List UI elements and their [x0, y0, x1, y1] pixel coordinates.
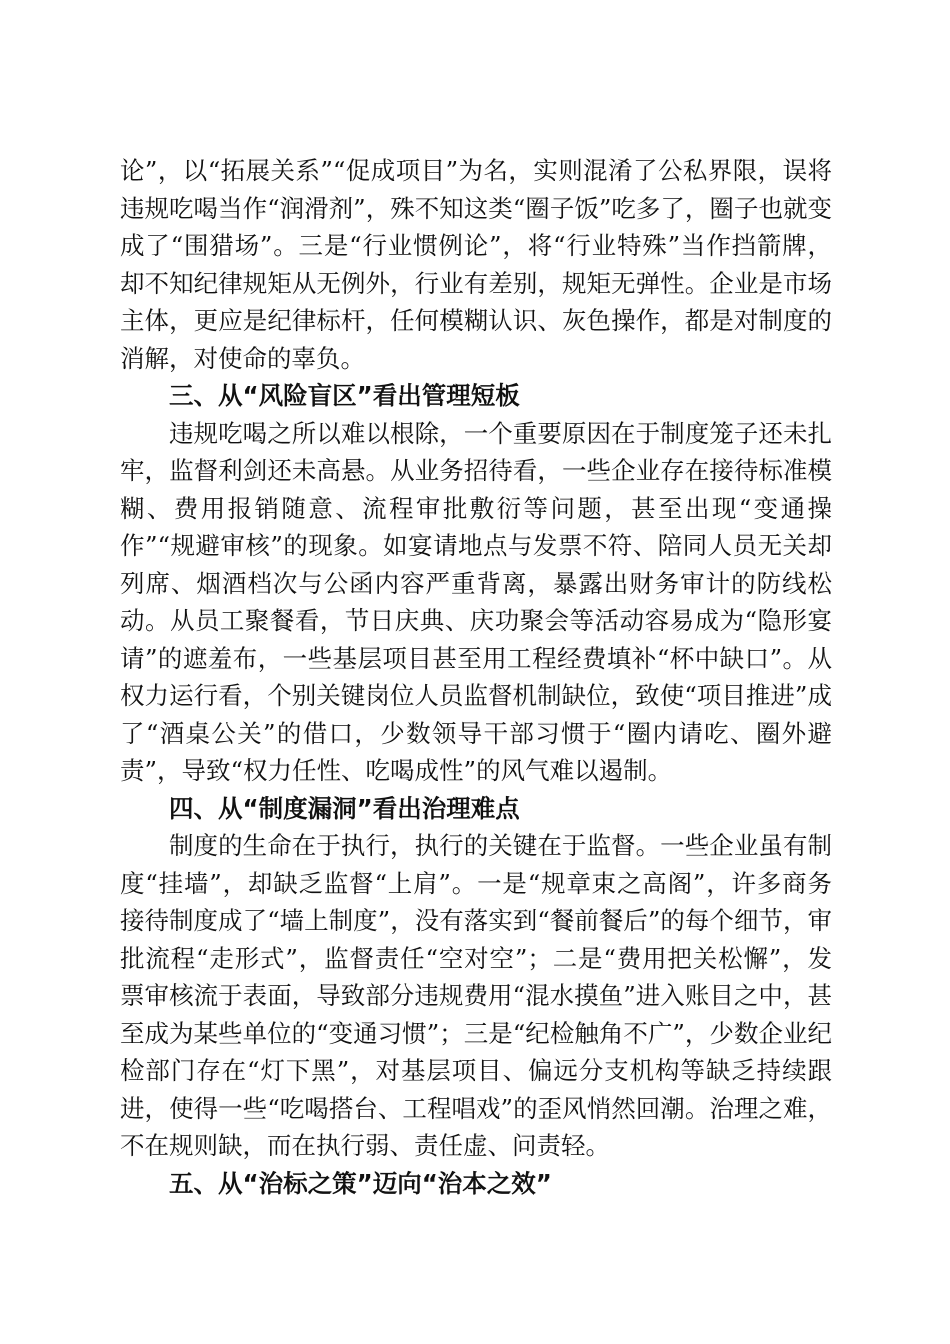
section-heading-4: 四、从“制度漏洞”看出治理难点	[169, 793, 520, 823]
section-heading-5: 五、从“治标之策”迈向“治本之效”	[169, 1168, 552, 1198]
document-body	[120, 152, 832, 1202]
section-heading-3: 三、从“风险盲区”看出管理短板	[169, 381, 520, 410]
paragraph-section-3: 违规吃喝之所以难以根除，一个重要原因在于制度笼子还未扎牢，监督利剑还未高悬。从业务招待看，一些企业存在接待标准模糊、费用报销随意、流程审批敷衍等问题，甚至出现“变通操作”“规避审核”的现象。如宴请地点与发票不符、陪同人员无关却列席、烟酒档次与公函内容严重背离，暴露出财务审计的防线松动。从员工聚餐看，节日庆典、庆功聚会等活动容易成为“隐形宴请”的遮羞布，一些基层项目甚至用工程经费填补“杯中缺口”。从权力运行看，个别关键岗位人员监督机制缺位，致使“项目推进”成了“酒桌公关”的借口，少数领导干部习惯于“圈内请吃、圈外避责”，导致“权力任性、吃喝成性”的风气难以遏制。	[120, 418, 832, 785]
paragraph-section-4: 制度的生命在于执行，执行的关键在于监督。一些企业虽有制度“挂墙”，却缺乏监督“上肩”。一是“规章束之高阁”，许多商务接待制度成了“墙上制度”，没有落实到“餐前餐后”的每个细节，审批流程“走形式”，监督责任“空对空”；二是“费用把关松懈”，发票审核流于表面，导致部分违规费用“混水摸鱼”进入账目之中，甚至成为某些单位的“变通习惯”；三是“纪检触角不广”，少数企业纪检部门存在“灯下黑”，对基层项目、偏远分支机构等缺乏持续跟进，使得一些“吃喝搭台、工程唱戏”的歪风悄然回潮。治理之难，不在规则缺，而在执行弱、责任虚、问责轻。	[120, 831, 832, 1160]
paragraph-continued: 论”，以“拓展关系”“促成项目”为名，实则混淆了公私界限，误将违规吃喝当作“润滑剂”，殊不知这类“圈子饭”吃多了，圈子也就变成了“围猎场”。三是“行业惯例论”，将“行业特殊”当作挡箭牌，却不知纪律规矩从无例外，行业有差别，规矩无弹性。企业是市场主体，更应是纪律标杆，任何模糊认识、灰色操作，都是对制度的消解，对使命的辜负。	[120, 156, 832, 373]
